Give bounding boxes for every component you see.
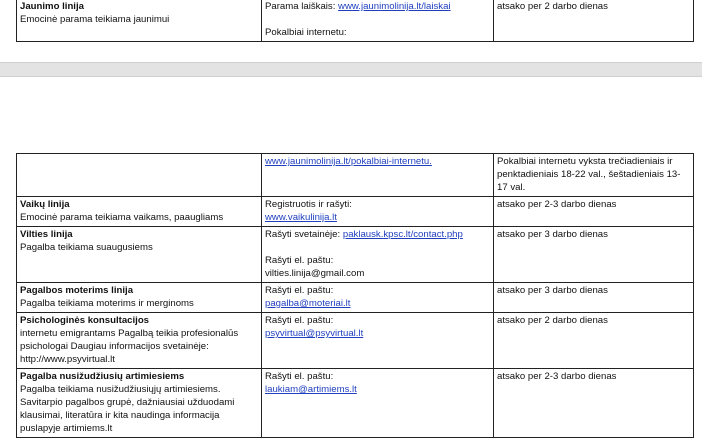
contact-label: Pokalbiai internetu: xyxy=(265,27,347,38)
response-cell xyxy=(494,0,694,42)
contact-label: Parama laiškais: xyxy=(265,1,339,12)
contact-link[interactable]: www.vaikulinija.lt xyxy=(265,212,337,223)
service-title: Pagalba nusižudžiusių artimiesiems xyxy=(20,371,185,382)
service-title: Pagalbos moterims linija xyxy=(20,285,134,296)
response-time: atsako per 3 darbo dienas xyxy=(497,229,608,240)
contact-line xyxy=(265,383,490,396)
contact-line xyxy=(265,155,490,168)
contact-line xyxy=(265,314,490,327)
response-time: atsako per 2-3 darbo dienas xyxy=(497,371,617,382)
contact-line xyxy=(265,267,490,280)
service-cell xyxy=(17,227,262,283)
contact-line xyxy=(265,327,490,340)
service-title: Vaikų linija xyxy=(20,199,70,210)
service-description: klausimai, literatūra ir kita naudinga informacija xyxy=(20,410,220,421)
service-title: Jaunimo linija xyxy=(20,1,84,12)
contact-cell xyxy=(262,369,494,438)
service-description: Pagalba teikiama moterims ir merginoms xyxy=(20,298,194,309)
response-cell xyxy=(494,154,694,197)
table-row xyxy=(17,227,694,283)
page-break xyxy=(0,62,702,77)
contacts-table-top xyxy=(16,0,694,42)
contact-link[interactable]: laukiam@artimiems.lt xyxy=(265,384,357,395)
service-title: Vilties linija xyxy=(20,229,73,240)
contact-line xyxy=(265,0,490,13)
contact-cell xyxy=(262,0,494,42)
response-cell xyxy=(494,283,694,313)
contact-cell xyxy=(262,197,494,227)
contact-label: Rašyti svetainėje: xyxy=(265,229,343,240)
contact-label: Rašyti el. paštu: xyxy=(265,255,334,266)
response-cell xyxy=(494,227,694,283)
service-description: Pagalba teikiama nusižudžiusiųjų artimiesiems. xyxy=(20,384,221,395)
service-cell xyxy=(17,0,262,42)
contact-label: Registruotis ir rašyti: xyxy=(265,199,352,210)
contact-line xyxy=(265,228,490,241)
table-row xyxy=(17,313,694,369)
contact-line xyxy=(265,198,490,211)
contact-link[interactable]: paklausk.kpsc.lt/contact.php xyxy=(342,229,463,240)
service-description: psichologai Daugiau informacijos svetainėje: xyxy=(20,341,209,352)
table-row xyxy=(17,369,694,438)
response-time: penktadieniais 18-22 val., šeštadieniais 13- xyxy=(497,169,681,180)
blank-line xyxy=(265,13,490,26)
response-time: atsako per 2 darbo dienas xyxy=(497,1,608,12)
service-cell xyxy=(17,197,262,227)
service-description: Savitarpio pagalbos grupė, dažniausiai užduodami xyxy=(20,397,235,408)
table-row xyxy=(17,0,694,42)
contact-line xyxy=(265,297,490,310)
contact-label: Rašyti el. paštu: xyxy=(265,315,334,326)
contact-line xyxy=(265,284,490,297)
service-cell xyxy=(17,154,262,197)
service-description: Emocinė parama teikiama vaikams, paaugliams xyxy=(20,212,224,223)
contact-cell xyxy=(262,154,494,197)
contact-line xyxy=(265,254,490,267)
contact-label: vilties.linija@gmail.com xyxy=(265,268,365,279)
contact-link[interactable]: www.jaunimolinija.lt/pokalbiai-internetu. xyxy=(265,156,432,167)
contact-cell xyxy=(262,283,494,313)
service-description: puslapyje artimiems.lt xyxy=(20,423,113,434)
service-description: internetu emigrantams Pagalbą teikia profesionalūs xyxy=(20,328,239,339)
service-description: Emocinė parama teikiama jaunimui xyxy=(20,14,170,25)
table-row xyxy=(17,197,694,227)
contact-link[interactable]: www.jaunimolinija.lt/laiskai xyxy=(338,1,451,12)
contact-line xyxy=(265,211,490,224)
response-cell xyxy=(494,197,694,227)
contact-link[interactable]: pagalba@moteriai.lt xyxy=(265,298,351,309)
response-time: atsako per 2-3 darbo dienas xyxy=(497,199,617,210)
contact-label: Rašyti el. paštu: xyxy=(265,285,334,296)
response-time: atsako per 2 darbo dienas xyxy=(497,315,608,326)
service-title: Psichologinės konsultacijos xyxy=(20,315,150,326)
service-description: http://www.psyvirtual.lt xyxy=(20,354,115,365)
blank-line xyxy=(265,241,490,254)
contact-link[interactable]: psyvirtual@psyvirtual.lt xyxy=(265,328,364,339)
table-row xyxy=(17,283,694,313)
contact-cell xyxy=(262,227,494,283)
service-cell xyxy=(17,369,262,438)
contacts-table xyxy=(16,153,694,438)
table-row xyxy=(17,154,694,197)
response-cell xyxy=(494,369,694,438)
response-cell xyxy=(494,313,694,369)
contact-line xyxy=(265,26,490,39)
contact-line xyxy=(265,370,490,383)
contact-label: Rašyti el. paštu: xyxy=(265,371,334,382)
response-time: 17 val. xyxy=(497,182,526,193)
service-description: Pagalba teikiama suaugusiems xyxy=(20,242,153,253)
response-time: Pokalbiai internetu vyksta trečiadieniais ir xyxy=(497,156,673,167)
contact-cell xyxy=(262,313,494,369)
service-cell xyxy=(17,283,262,313)
service-cell xyxy=(17,313,262,369)
response-time: atsako per 3 darbo dienas xyxy=(497,285,608,296)
